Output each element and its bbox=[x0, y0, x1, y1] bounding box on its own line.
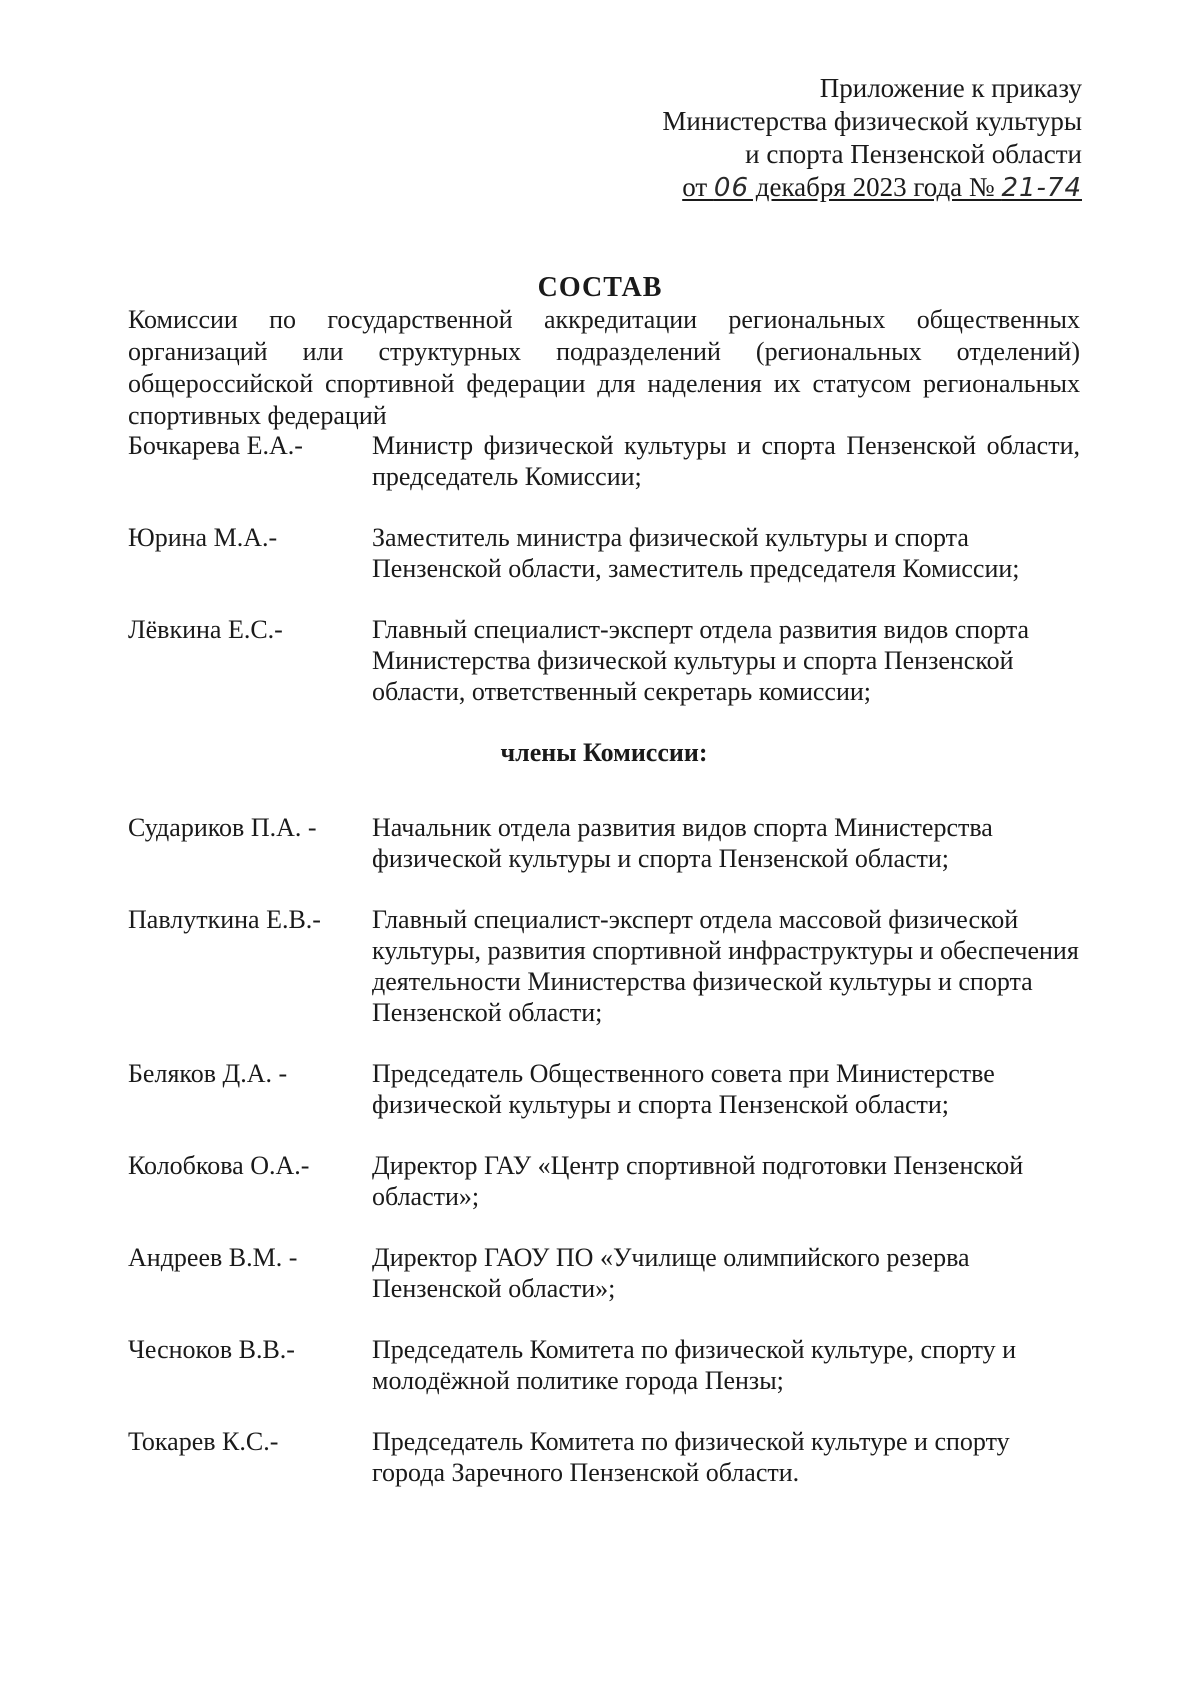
member-role: Главный специалист-эксперт отдела массовой физической культуры, развития спортивной инфраструктуры и обеспечения деятельности Министерства физической культуры и спорта Пензенской области; bbox=[372, 905, 1079, 1027]
member-row bbox=[128, 1150, 1080, 1212]
date-middle: декабря 2023 года № bbox=[749, 172, 1002, 202]
commission-list bbox=[128, 430, 1080, 1518]
member-role: Главный специалист-эксперт отдела развития видов спорта Министерства физической культуры и спорта Пензенской области, ответственный секретарь комиссии; bbox=[372, 615, 1030, 706]
appendix-line-2: Министерства физической культуры bbox=[662, 106, 1082, 136]
member-row bbox=[128, 1334, 1080, 1396]
member-name: Токарев К.С.- bbox=[128, 1427, 279, 1456]
handwritten-order-number: 21-74 bbox=[1001, 173, 1082, 203]
member-name: Беляков Д.А. - bbox=[128, 1059, 288, 1088]
member-role: Начальник отдела развития видов спорта Министерства физической культуры и спорта Пензенской области; bbox=[372, 813, 993, 873]
member-name: Юрина М.А.- bbox=[128, 523, 278, 552]
appendix-line-3: и спорта Пензенской области bbox=[745, 139, 1082, 169]
member-row bbox=[128, 1058, 1080, 1120]
member-role: Председатель Комитета по физической культуре, спорту и молодёжной политике города Пензы; bbox=[372, 1335, 1017, 1395]
member-row bbox=[128, 812, 1080, 874]
member-role: Председатель Комитета по физической культуре и спорту города Заречного Пензенской области. bbox=[372, 1427, 1010, 1487]
appendix-line-1: Приложение к приказу bbox=[819, 73, 1082, 103]
member-row-secretary bbox=[128, 614, 1080, 707]
member-role: Директор ГАОУ ПО «Училище олимпийского резерва Пензенской области»; bbox=[372, 1243, 970, 1303]
members-heading: члены Комиссии: bbox=[500, 738, 708, 767]
document-subtitle: Комиссии по государственной аккредитации региональных общественных организаций или структурных подразделений (региональных отделений) общероссийской спортивной федерации для наделения их статусом региональных спортивных федераций bbox=[128, 305, 1080, 430]
order-date-line bbox=[662, 171, 1082, 205]
appendix-header bbox=[662, 72, 1082, 205]
member-name: Павлуткина Е.В.- bbox=[128, 905, 321, 934]
member-name: Судариков П.А. - bbox=[128, 813, 317, 842]
member-name: Лёвкина Е.С.- bbox=[128, 615, 283, 644]
member-row bbox=[128, 1242, 1080, 1304]
member-row bbox=[128, 1426, 1080, 1488]
member-role: Министр физической культуры и спорта Пензенской области, председатель Комиссии; bbox=[372, 431, 1080, 491]
document-title: СОСТАВ bbox=[537, 272, 663, 303]
member-role: Директор ГАУ «Центр спортивной подготовки Пензенской области»; bbox=[372, 1151, 1024, 1211]
member-role: Заместитель министра физической культуры и спорта Пензенской области, заместитель председателя Комиссии; bbox=[372, 523, 1020, 583]
member-row-chair bbox=[128, 430, 1080, 492]
member-role: Председатель Общественного совета при Министерстве физической культуры и спорта Пензенской области; bbox=[372, 1059, 995, 1119]
member-name: Бочкарева Е.А.- bbox=[128, 431, 303, 460]
member-name: Колобкова О.А.- bbox=[128, 1151, 310, 1180]
member-name: Андреев В.М. - bbox=[128, 1243, 298, 1272]
member-name: Чесноков В.В.- bbox=[128, 1335, 295, 1364]
member-row bbox=[128, 904, 1080, 1028]
member-row-deputy-chair bbox=[128, 522, 1080, 584]
handwritten-day: 06 bbox=[713, 173, 749, 203]
date-prefix: от bbox=[682, 172, 714, 202]
